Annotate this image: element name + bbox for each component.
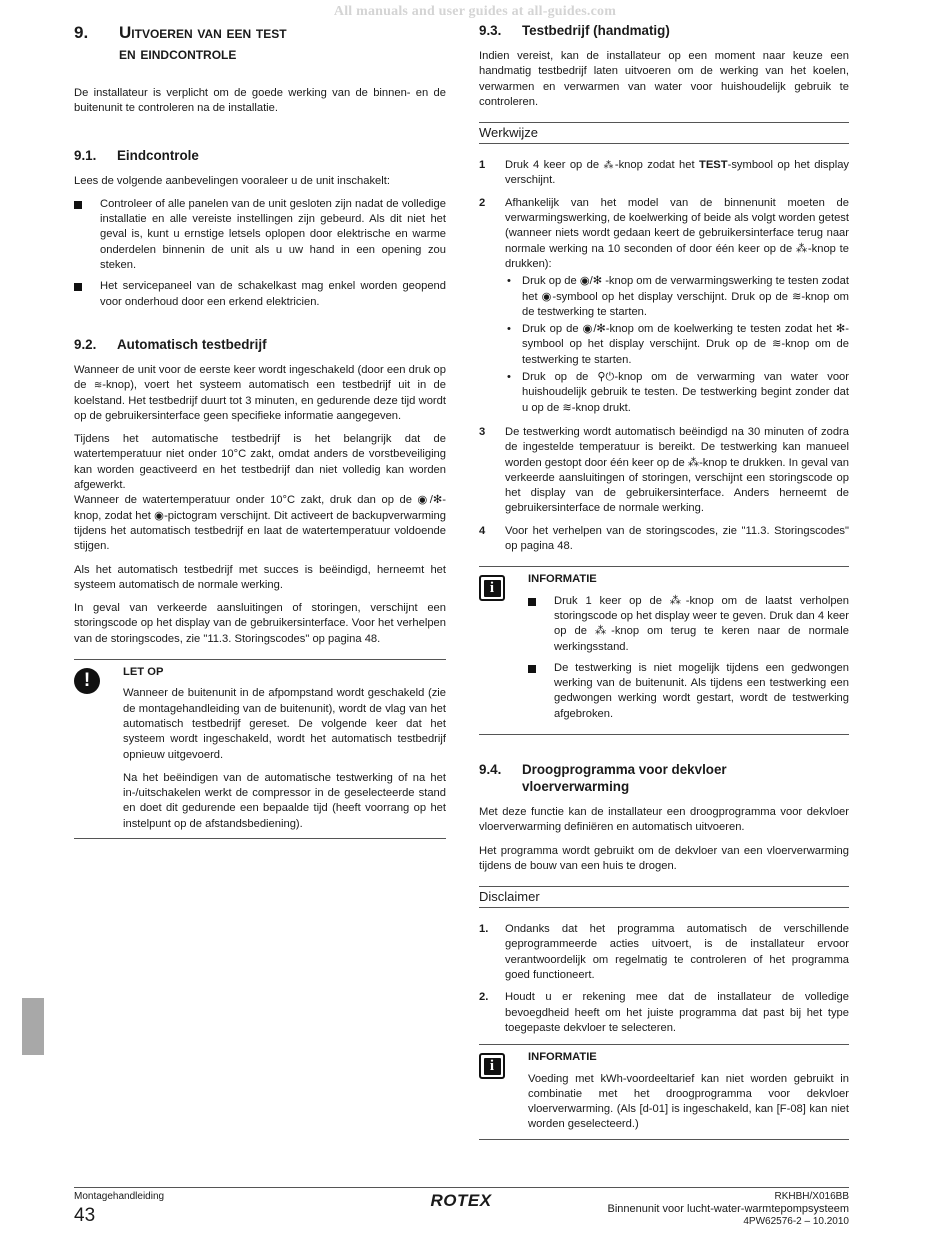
section-title: Uitvoeren van een test en eindcontrole (119, 23, 287, 63)
step-item: 3 De testwerking wordt automatisch beëindigd na 30 minuten of zodra de ingestelde temperatuur is bereikt. De testwerking kan manueel worden gestopt door één keer op de ⁂-knop te drukken. In geval van verkeerde aansluitingen of storingen, verschijnt een storingscode op het display van de gebruikersinterface. Anders herneemt de gebruikersinterface de normale werking. (479, 425, 849, 515)
s92-paragraph-3: Wanneer de watertemperatuur onder 10°C zakt, druk dan op de ◉/✻-knop, zodat het ◉-pictogram verschijnt. Dit activeert de backupverwarming tijdens het automatisch testbedrijf en laat de watertemperatuur voldoende stijgen. (74, 494, 446, 553)
left-column (74, 22, 446, 855)
section-9-3-heading: 9.3. Testbedrijf (handmatig) (479, 23, 670, 38)
info-box (479, 1044, 849, 1139)
info-icon: i (479, 575, 505, 601)
section-9-intro: De installateur is verplicht om de goede werking van de binnen- en de buitenunit te controleren na de installatie. (74, 87, 446, 115)
step-item: 2 Afhankelijk van het model van de binnenunit moeten de verwarmingswerking, de koelwerking of beide als volgt worden getest (wanneer niets wordt gedaan keert de gebruikersinterface terug naar normale werking na 10 seconden of door één keer op de ⁂-knop te drukken): • Druk op de ◉/✻ -knop om de verwarmingswerking te testen zodat het ◉-symbool op het display verschijnt. Druk op de ≋-knop om de testwerking te starten. • Druk op de ◉/✻-knop om de koelwerking te testen zodat het ✻-symbool op het display verschijnt. Druk op de ≋-knop om de testwerking te starten. • Druk op de ⚲⏻-knop om de verwarming van water voor huishoudelijk gebruik te testen. De testwerking begint zonder dat u op de ≋-knop drukt. (479, 196, 849, 418)
product-description: Binnenunit voor lucht-water-warmtepompsysteem (607, 1202, 849, 1215)
test-button-icon: ≋ (93, 380, 103, 392)
s93-intro: Indien vereist, kan de installateur op een moment naar keuze een handmatig testbedrijf laten uitvoeren om de werking van het koelen, verwarmen en verwarmen van water voor huishoudelijk gebruik te controleren. (479, 50, 849, 108)
footer-right (608, 1191, 850, 1227)
s92-paragraph-2: Tijdens het automatische testbedrijf is het belangrijk dat de watertemperatuur niet onder 10°C zakt, omdat anders de vorstbeveiliging kan worden geactiveerd en het testbedrijf dan niet volledig kan worden afgewerkt. (74, 433, 446, 492)
footer-divider (74, 1187, 849, 1188)
s92-paragraph-1: Wanneer de unit voor de eerste keer wordt ingeschakeld (door een druk op de ≋-knop), voert het systeem automatisch een testbedrijf uit in de koelstand. Het testbedrijf duurt tot 3 minuten, en gedurende deze tijd wordt op de gebruikersinterface geen specifieke informatie aangegeven. (74, 363, 446, 422)
section-9-heading (74, 22, 446, 64)
list-item: Controleer of alle panelen van de unit gesloten zijn nadat de volledige installatie en alle vereiste instellingen zijn gebeurd. Als dit niet het geval is, kunt u ernstige letsels oplopen door elektrische en warme onderdelen binnenin de unit als u uw hand in een opening zou steken. (74, 197, 446, 273)
info-title: INFORMATIE (528, 1051, 597, 1064)
section-number: 9. (74, 23, 89, 42)
settings-button-icon: ⁂ (603, 160, 615, 172)
s93-steps (479, 158, 849, 554)
model-code: RKHBH/X016BB (774, 1191, 849, 1202)
list-item: Het servicepaneel van de schakelkast mag enkel worden geopend voor onderhoud door een erkend elektricien. (74, 279, 446, 310)
s94-disclaimer-list (479, 922, 849, 1036)
list-item: Druk 1 keer op de ⁂-knop om de laatst verholpen storingscode op het display weer te geven. Druk dan 4 keer op de ⁂-knop om terug te keren naar de normale werkingsstand. (528, 594, 849, 655)
info-icon: i (479, 1053, 505, 1079)
subheading-disclaimer: Disclaimer (479, 886, 849, 908)
brand-logo: ROTEX (430, 1191, 492, 1210)
list-item: • Druk op de ⚲⏻-knop om de verwarming van water voor huishoudelijk gebruik te testen. De testwerking begint zonder dat u op de ≋-knop drukt. (505, 370, 849, 416)
s94-paragraph-2: Het programma wordt gebruikt om de dekvloer van een vloerverwarming tijdens de bouw van een huis te drogen. (479, 844, 849, 872)
doc-type: Montagehandleiding (74, 1191, 165, 1202)
list-item: • Druk op de ◉/✻ -knop om de verwarmingswerking te testen zodat het ◉-symbool op het display verschijnt. Druk op de ≋-knop om de testwerking te starten. (505, 274, 849, 320)
s92-paragraph-5: In geval van verkeerde aansluitingen of storingen, verschijnt een storingscode op het display van de gebruikersinterface. Voor het verhelpen van de storingscodes, zie "11.3. Storingscodes" op pagina 48. (74, 602, 446, 645)
watermark: All manuals and user guides at all-guides.com (333, 4, 617, 19)
note-paragraph: Na het beëindigen van de automatische testwerking of na het in-/uitschakelen werkt de compressor in de geselecteerde stand en doet dit gedurende een bepaalde tijd (heeft voorrang op het instelpunt op de afstandsbediening). (123, 771, 446, 830)
list-item: • Druk op de ◉/✻-knop om de koelwerking te testen zodat het ✻-symbool op het display verschijnt. Druk op de ≋-knop om de testwerking te starten. (505, 322, 849, 368)
subheading-werkwijze: Werkwijze (479, 122, 849, 144)
s94-paragraph-1: Met deze functie kan de installateur een droogprogramma voor dekvloer vloerverwarming definiëren en automatisch uitvoeren. (479, 805, 849, 834)
s92-paragraph-4: Als het automatisch testbedrijf met succes is beëindigd, herneemt het systeem automatisch de normale werking. (74, 563, 446, 591)
step-item: 4 Voor het verhelpen van de storingscodes, zie "11.3. Storingscodes" op pagina 48. (479, 524, 849, 553)
right-column (479, 22, 849, 1156)
note-box (74, 659, 446, 839)
section-9-1-heading: 9.1. Eindcontrole (74, 147, 199, 163)
chapter-tab (22, 998, 44, 1055)
section-9-4-heading: 9.4. Droogprogramma voor dekvloer vloerverwarming (479, 761, 727, 794)
footer-left (74, 1191, 164, 1227)
document-code: 4PW62576-2 – 10.2010 (743, 1215, 849, 1227)
list-item: De testwerking is niet mogelijk tijdens een gedwongen werking van de buitenunit. Als tijdens een testwerking een gedwongen werking wordt gestart, wordt de testwerking afgebroken. (528, 661, 849, 722)
section-9-2-heading: 9.2. Automatisch testbedrijf (74, 336, 267, 352)
info-title: INFORMATIE (528, 573, 597, 586)
info-text: Voeding met kWh-voordeeltarief kan niet worden gebruikt in combinatie met het droogprogramma voor dekvloer vloerverwarming. (Als [d-01] is ingeschakeld, kan [F-08] kan niet worden geselecteerd.) (528, 1072, 849, 1131)
s91-intro: Lees de volgende aanbevelingen vooraleer u de unit inschakelt: (74, 174, 390, 187)
step-item: 1 Druk 4 keer op de ⁂-knop zodat het TEST-symbool op het display verschijnt. (479, 159, 850, 187)
s93-bullets (505, 274, 849, 416)
page-number: 43 (74, 1205, 96, 1226)
info-box (479, 566, 849, 735)
note-title: LET OP (123, 666, 164, 679)
s91-list (74, 197, 446, 310)
exclamation-icon: ! (74, 668, 100, 694)
note-paragraph: Wanneer de buitenunit in de afpompstand wordt geschakeld (zie de montagehandleiding van de buitenunit), wordt de vlag van het automatisch testbedrijf gereset. De volgende keer dat het systeem wordt ingeschakeld, wordt het automatisch testbedrijf opnieuw uitgevoerd. (123, 687, 446, 761)
list-item: 1. Ondanks dat het programma automatisch de verschillende geprogrammeerde acties uitvoert, is de installateur ervoor verantwoordelijk om regelmatig te controleren of het programma goed functioneert. (479, 923, 849, 982)
list-item: 2. Houdt u er rekening mee dat de installateur de volledige bevoegdheid heeft om het juiste programma dat past bij het type toegepaste dekvloer te selecteren. (479, 991, 849, 1034)
